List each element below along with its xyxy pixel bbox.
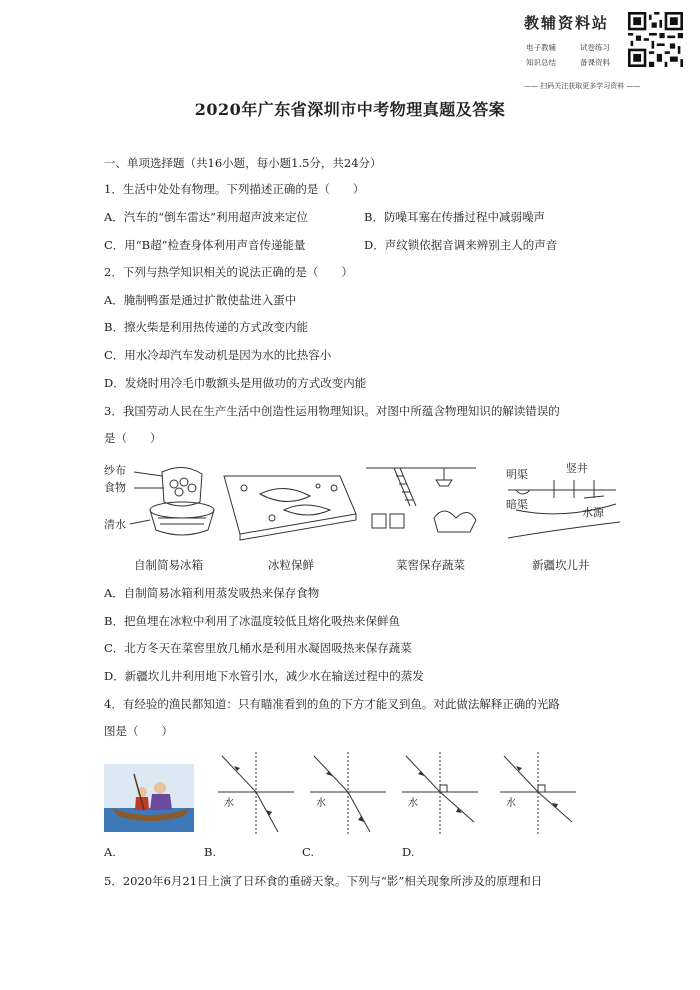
q5-stem: 5．2020年6月21日上演了日环食的重磅天象。下列与“影”相关现象所涉及的原理和日: [104, 874, 543, 888]
label-shaft: 竖井: [566, 462, 588, 475]
header-slogan: —— 扫码关注获取更多学习资料 ——: [524, 82, 641, 90]
header-link-summary[interactable]: 知识总结: [526, 58, 556, 67]
q3-stem-line1: 3．我国劳动人民在生产生活中创造性运用物理知识。对图中所蕴含物理知识的解读错误的: [104, 404, 560, 418]
q4-diagram-c[interactable]: [400, 752, 480, 836]
q3-option-a[interactable]: A．自制简易冰箱利用蒸发吸热来保存食物: [104, 586, 320, 600]
q3-option-c[interactable]: C．北方冬天在菜窖里放几桶水是利用水凝固吸热来保存蔬菜: [104, 641, 412, 655]
brand-title: 教辅资料站: [524, 14, 610, 32]
q4-diagram-d[interactable]: [498, 752, 578, 836]
header-link-lessons[interactable]: 备课资料: [580, 58, 610, 67]
q4-diagram-a[interactable]: [216, 752, 296, 836]
q3-caption-icebox: 自制简易冰箱: [134, 558, 203, 572]
q3-stem-line2: 是（ ）: [104, 431, 162, 445]
q4-option-d[interactable]: D.: [402, 845, 415, 859]
section-heading: 一、单项选择题（共16小题，每小题1.5分，共24分）: [104, 156, 382, 170]
q4-stem-line2: 图是（ ）: [104, 724, 173, 738]
q4-option-a[interactable]: A.: [104, 845, 116, 859]
q1-option-a[interactable]: A．汽车的“倒车雷达”利用超声波来定位: [104, 210, 309, 224]
water-label: 水: [506, 798, 516, 809]
q4-stem-line1: 4．有经验的渔民都知道：只有瞄准看到的鱼的下方才能叉到鱼。对此做法解释正确的光路: [104, 697, 560, 711]
q2-option-d[interactable]: D．发烧时用冷毛巾敷额头是用做功的方式改变内能: [104, 376, 367, 390]
cellar-illustration: [366, 468, 476, 532]
q2-option-c[interactable]: C．用水冷却汽车发动机是因为水的比热容小: [104, 348, 332, 362]
q1-option-b[interactable]: B．防噪耳塞在传播过程中减弱噪声: [364, 210, 545, 224]
qr-code-icon[interactable]: [628, 12, 683, 67]
header-link-exams[interactable]: 试卷练习: [580, 43, 610, 52]
q3-caption-cellar: 菜窖保存蔬菜: [396, 558, 465, 572]
q4-diagram-b[interactable]: [308, 752, 388, 836]
q1-stem: 1．生活中处处有物理。下列描述正确的是（ ）: [104, 182, 365, 196]
label-gauze: 纱布: [104, 464, 126, 477]
q1-option-c[interactable]: C．用“B超”检查身体利用声音传递能量: [104, 238, 306, 252]
label-open-channel: 明渠: [506, 468, 528, 481]
fisherman-image: [104, 764, 194, 832]
q1-option-d[interactable]: D．声纹锁依据音调来辨别主人的声音: [364, 238, 558, 252]
q3-option-b[interactable]: B．把鱼埋在冰粒中利用了冰温度较低且熔化吸热来保鲜鱼: [104, 614, 400, 628]
q4-option-c[interactable]: C.: [302, 845, 315, 859]
q3-caption-karez: 新疆坎儿井: [532, 558, 590, 572]
label-food: 食物: [104, 481, 126, 494]
q4-option-b[interactable]: B.: [204, 845, 217, 859]
label-covered-channel: 暗渠: [506, 498, 528, 511]
q2-option-a[interactable]: A．腌制鸭蛋是通过扩散使盐进入蛋中: [104, 293, 297, 307]
ice-fish-illustration: [224, 476, 356, 540]
q2-stem: 2．下列与热学知识相关的说法正确的是（ ）: [104, 265, 353, 279]
label-source: 水源: [582, 506, 604, 519]
header-link-ebooks[interactable]: 电子教辅: [526, 43, 556, 52]
q2-option-b[interactable]: B．擦火柴是利用热传递的方式改变内能: [104, 320, 308, 334]
q3-option-d[interactable]: D．新疆坎儿井利用地下水管引水，减少水在输送过程中的蒸发: [104, 669, 424, 683]
water-label: 水: [224, 798, 234, 809]
icebox-illustration: [130, 467, 214, 535]
water-label: 水: [316, 798, 326, 809]
q3-caption-ice: 冰粒保鲜: [268, 558, 314, 572]
water-label: 水: [408, 798, 418, 809]
page-title: 2020年广东省深圳市中考物理真题及答案: [194, 100, 506, 119]
label-water: 清水: [104, 518, 126, 531]
q3-figure: [104, 458, 624, 550]
